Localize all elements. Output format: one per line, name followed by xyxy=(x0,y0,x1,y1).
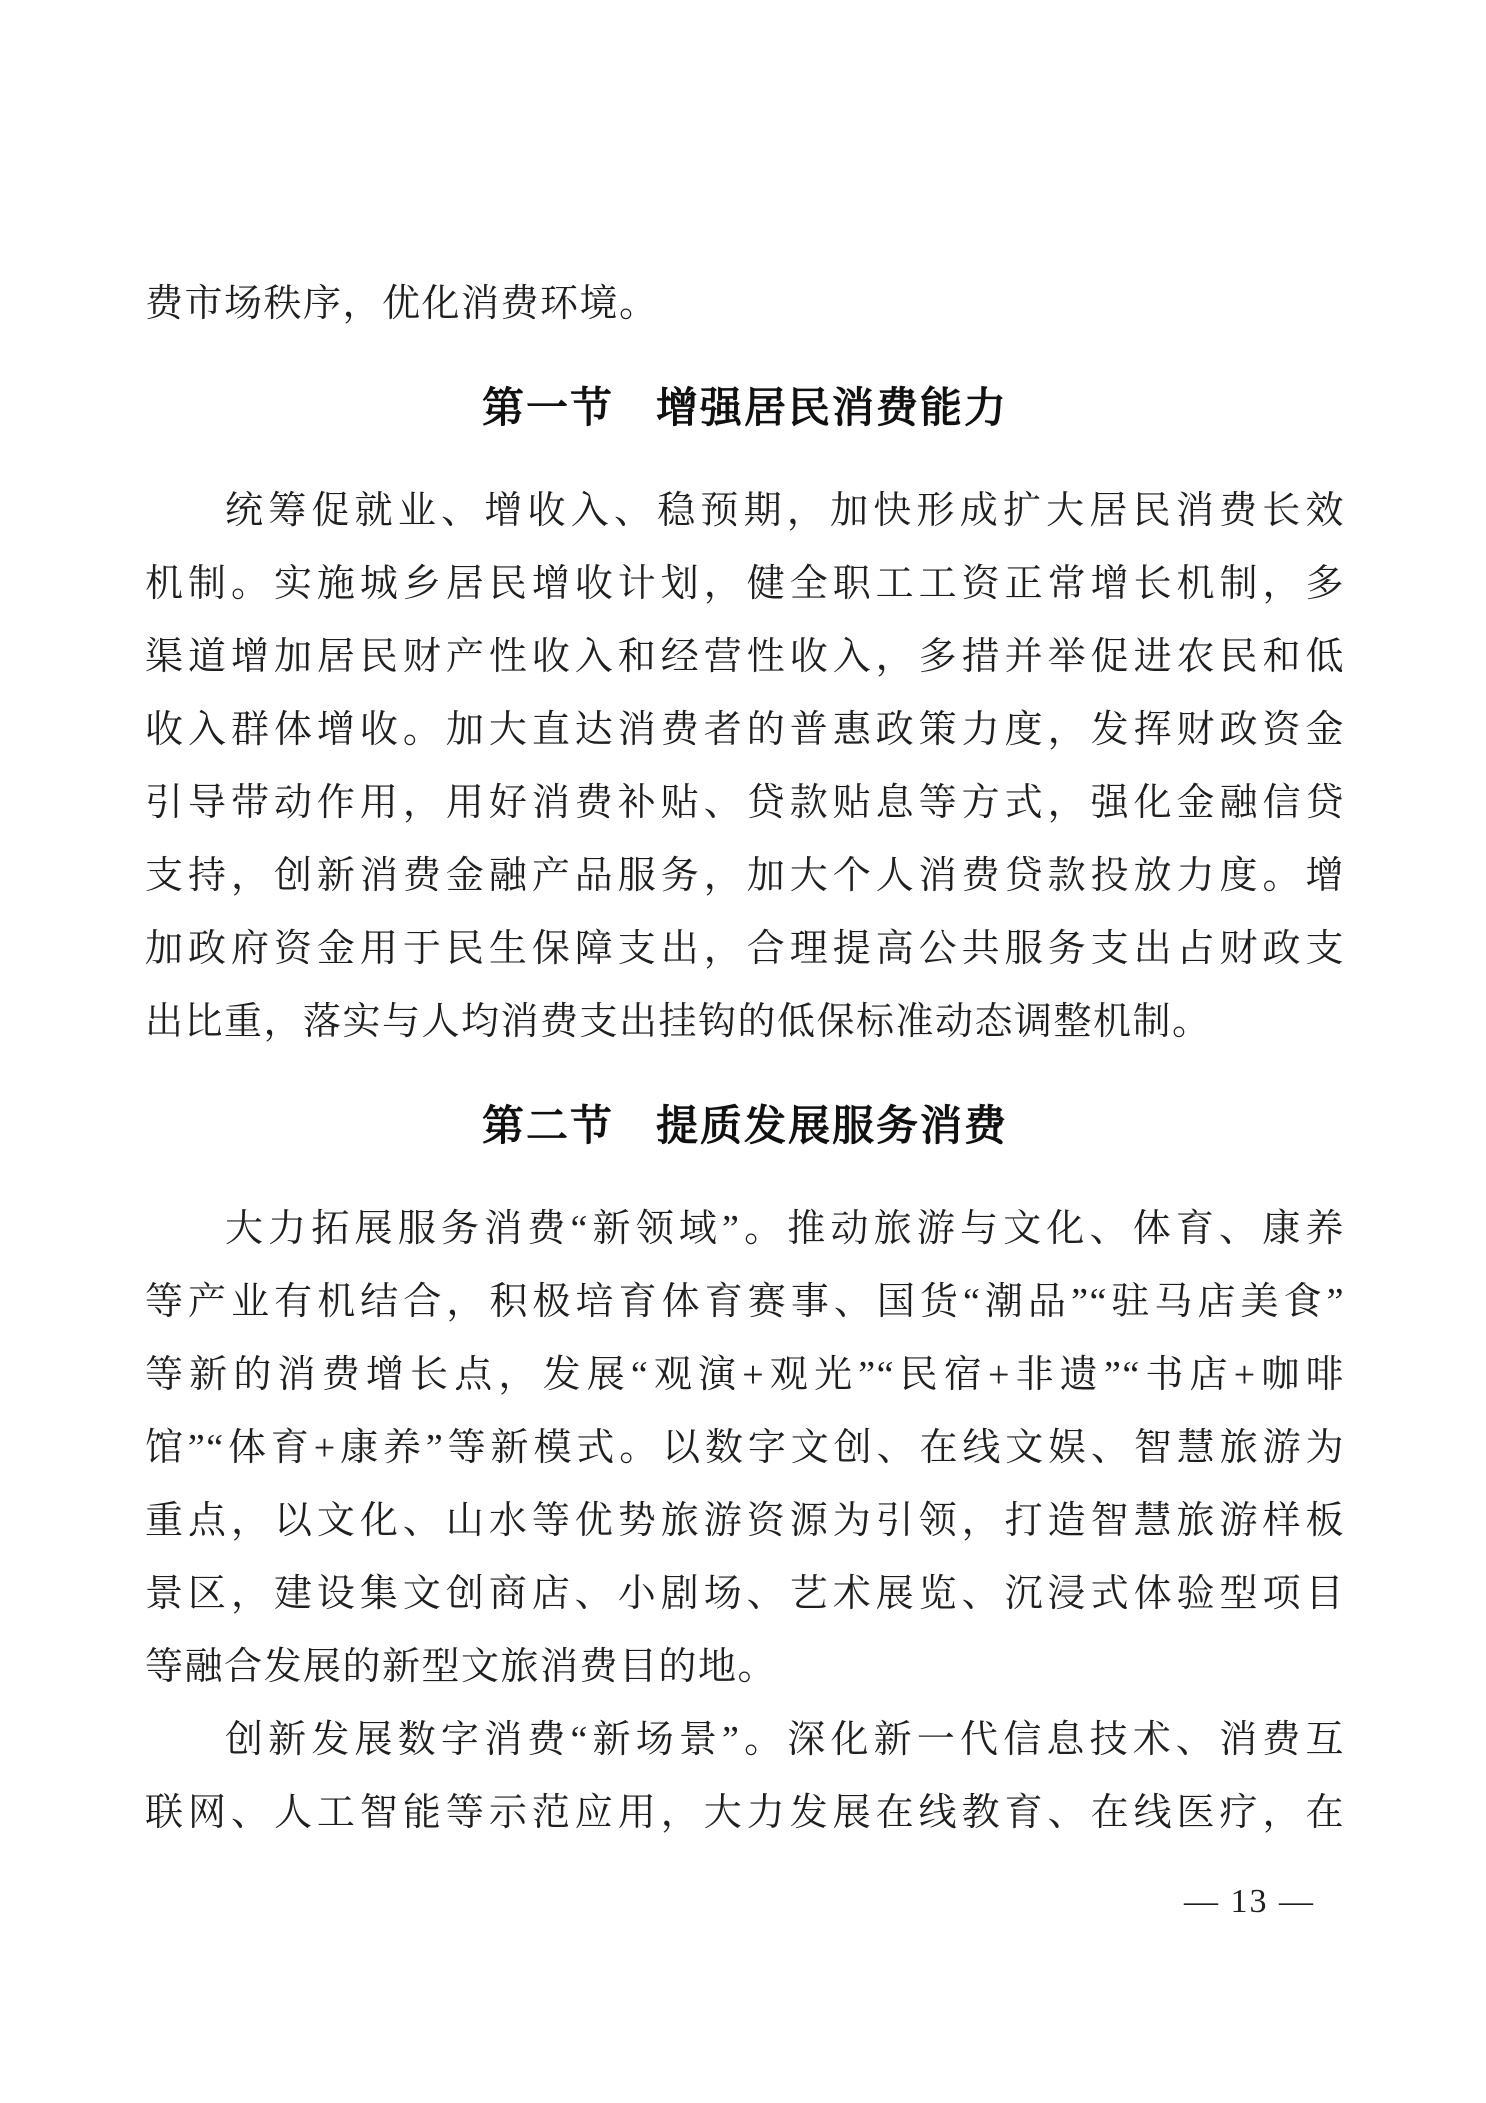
text-line: 收入群体增收。加大直达消费者的普惠政策力度，发挥财政资金 xyxy=(145,709,1345,751)
page-number: — 13 — xyxy=(1184,1883,1315,1920)
section-1-paragraph-1 xyxy=(145,475,1345,1059)
text-line: 机制。实施城乡居民增收计划，健全职工工资正常增长机制，多 xyxy=(145,563,1345,605)
section-2-paragraph-1 xyxy=(145,1193,1345,1704)
text-line: 等产业有机结合，积极培育体育赛事、国货“潮品”“驻马店美食” xyxy=(145,1281,1345,1323)
text-line: 支持，创新消费金融产品服务，加大个人消费贷款投放力度。增 xyxy=(145,855,1345,897)
text-line: 引导带动作用，用好消费补贴、贷款贴息等方式，强化金融信贷 xyxy=(145,782,1345,824)
text-line: 联网、人工智能等示范应用，大力发展在线教育、在线医疗，在 xyxy=(145,1792,1345,1834)
section-2-heading xyxy=(145,1097,1345,1157)
section-2-label: 第二节 xyxy=(481,1104,614,1150)
text-line: 景区，建设集文创商店、小剧场、艺术展览、沉浸式体验型项目 xyxy=(145,1573,1345,1615)
section-2 xyxy=(145,1097,1345,1850)
intro-continuation-line: 费市场秩序，优化消费环境。 xyxy=(145,283,659,325)
text-line: 大力拓展服务消费“新领域”。推动旅游与文化、体育、康养 xyxy=(225,1208,1345,1250)
text-line: 创新发展数字消费“新场景”。深化新一代信息技术、消费互 xyxy=(225,1719,1345,1761)
text-line: 等新的消费增长点，发展“观演+观光”“民宿+非遗”“书店+咖啡 xyxy=(145,1354,1345,1396)
section-2-paragraph-2 xyxy=(145,1704,1345,1850)
section-1-heading xyxy=(145,379,1345,439)
text-line: 统筹促就业、增收入、稳预期，加快形成扩大居民消费长效 xyxy=(225,490,1345,532)
section-1-label: 第一节 xyxy=(481,386,614,432)
section-2-title: 提质发展服务消费 xyxy=(656,1104,1009,1150)
text-line: 渠道增加居民财产性收入和经营性收入，多措并举促进农民和低 xyxy=(145,636,1345,678)
text-line: 馆”“体育+康养”等新模式。以数字文创、在线文娱、智慧旅游为 xyxy=(145,1427,1345,1469)
section-1-title: 增强居民消费能力 xyxy=(656,386,1009,432)
section-1 xyxy=(145,379,1345,1059)
text-line: 等融合发展的新型文旅消费目的地。 xyxy=(145,1646,778,1688)
text-line: 加政府资金用于民生保障支出，合理提高公共服务支出占财政支 xyxy=(145,928,1345,970)
text-line: 出比重，落实与人均消费支出挂钩的低保标准动态调整机制。 xyxy=(145,1001,1212,1043)
page-content xyxy=(145,268,1345,1924)
text-line: 重点，以文化、山水等优势旅游资源为引领，打造智慧旅游样板 xyxy=(145,1500,1345,1542)
